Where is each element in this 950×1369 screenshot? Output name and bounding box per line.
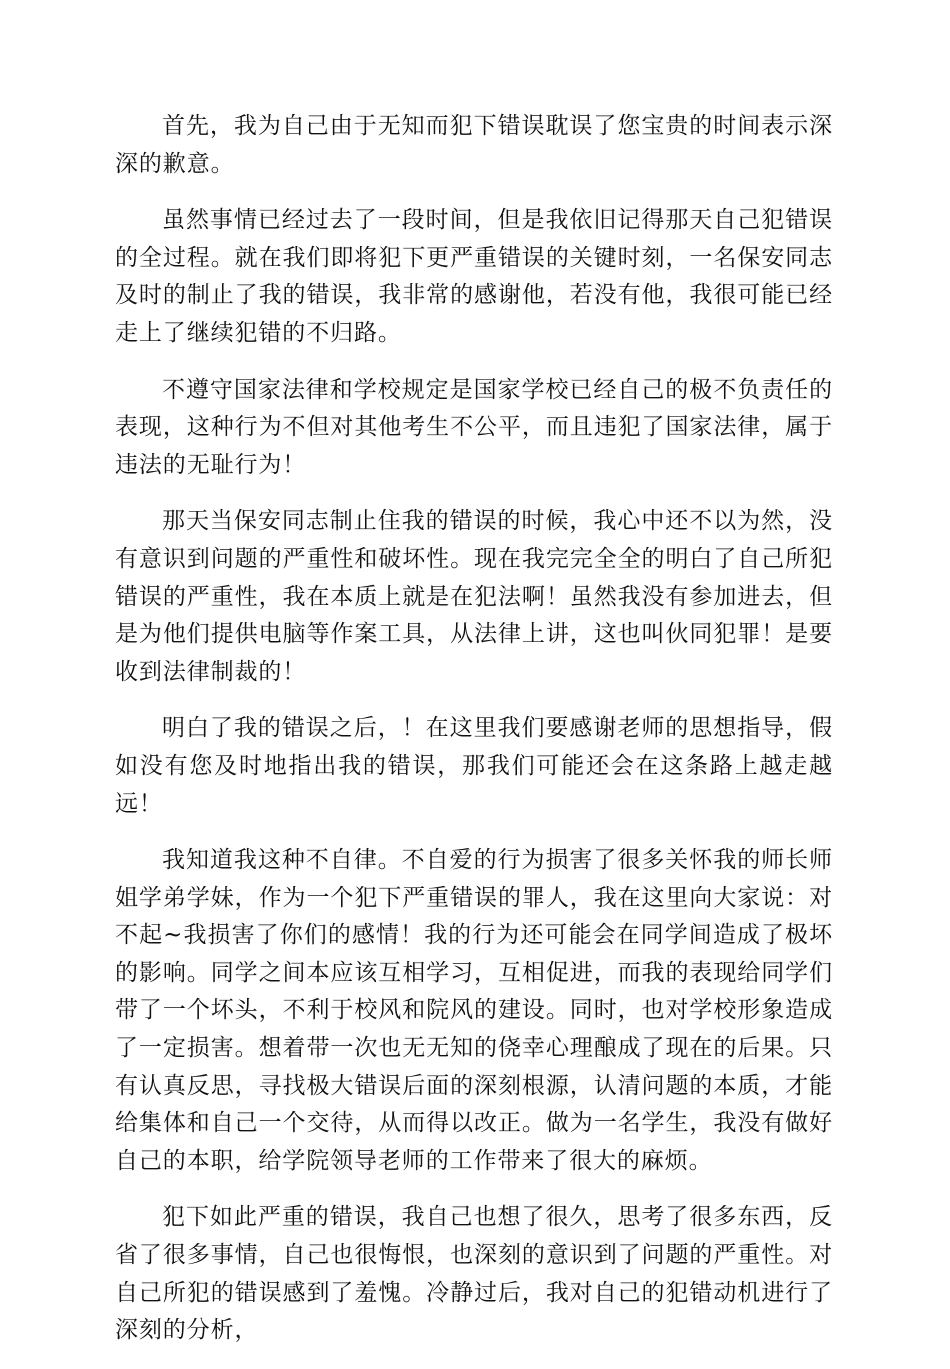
paragraph-3: 不遵守国家法律和学校规定是国家学校已经自己的极不负责任的表现，这种行为不但对其他考生不公平，而且违犯了国家法律，属于违法的无耻行为！	[115, 376, 833, 478]
paragraph-4: 那天当保安同志制止住我的错误的时候，我心中还不以为然，没有意识到问题的严重性和破坏性。现在我完完全全的明白了自己所犯错误的严重性，我在本质上就是在犯法啊！虽然我没有参加进去，但是为他们提供电脑等作案工具，从法律上讲，这也叫伙同犯罪！是要收到法律制裁的！	[115, 508, 833, 685]
document-body	[115, 108, 833, 1369]
paragraph-1: 首先，我为自己由于无知而犯下错误耽误了您宝贵的时间表示深深的歉意。	[115, 113, 833, 177]
paragraph-7: 犯下如此严重的错误，我自己也想了很久，思考了很多东西，反省了很多事情，自己也很悔恨，也深刻的意识到了问题的严重性。对自己所犯的错误感到了羞愧。冷静过后，我对自己的犯错动机进行了深刻的分析，	[115, 1204, 833, 1344]
paragraph-6: 我知道我这种不自律。不自爱的行为损害了很多关怀我的师长师姐学弟学妹，作为一个犯下严重错误的罪人，我在这里向大家说：对不起~我损害了你们的感情！我的行为还可能会在同学间造成了极坏的影响。同学之间本应该互相学习，互相促进，而我的表现给同学们带了一个坏头，不利于校风和院风的建设。同时，也对学校形象造成了一定损害。想着带一次也无无知的侥幸心理酿成了现在的后果。只有认真反思，寻找极大错误后面的深刻根源，认清问题的本质，才能给集体和自己一个交待，从而得以改正。做为一名学生，我没有做好自己的本职，给学院领导老师的工作带来了很大的麻烦。	[115, 847, 833, 1174]
paragraph-2: 虽然事情已经过去了一段时间，但是我依旧记得那天自己犯错误的全过程。就在我们即将犯下更严重错误的关键时刻，一名保安同志及时的制止了我的错误，我非常的感谢他，若没有他，我很可能已经走上了继续犯错的不归路。	[115, 207, 833, 346]
paragraph-5: 明白了我的错误之后，！在这里我们要感谢老师的思想指导，假如没有您及时地指出我的错误，那我们可能还会在这条路上越走越远！	[115, 715, 833, 817]
